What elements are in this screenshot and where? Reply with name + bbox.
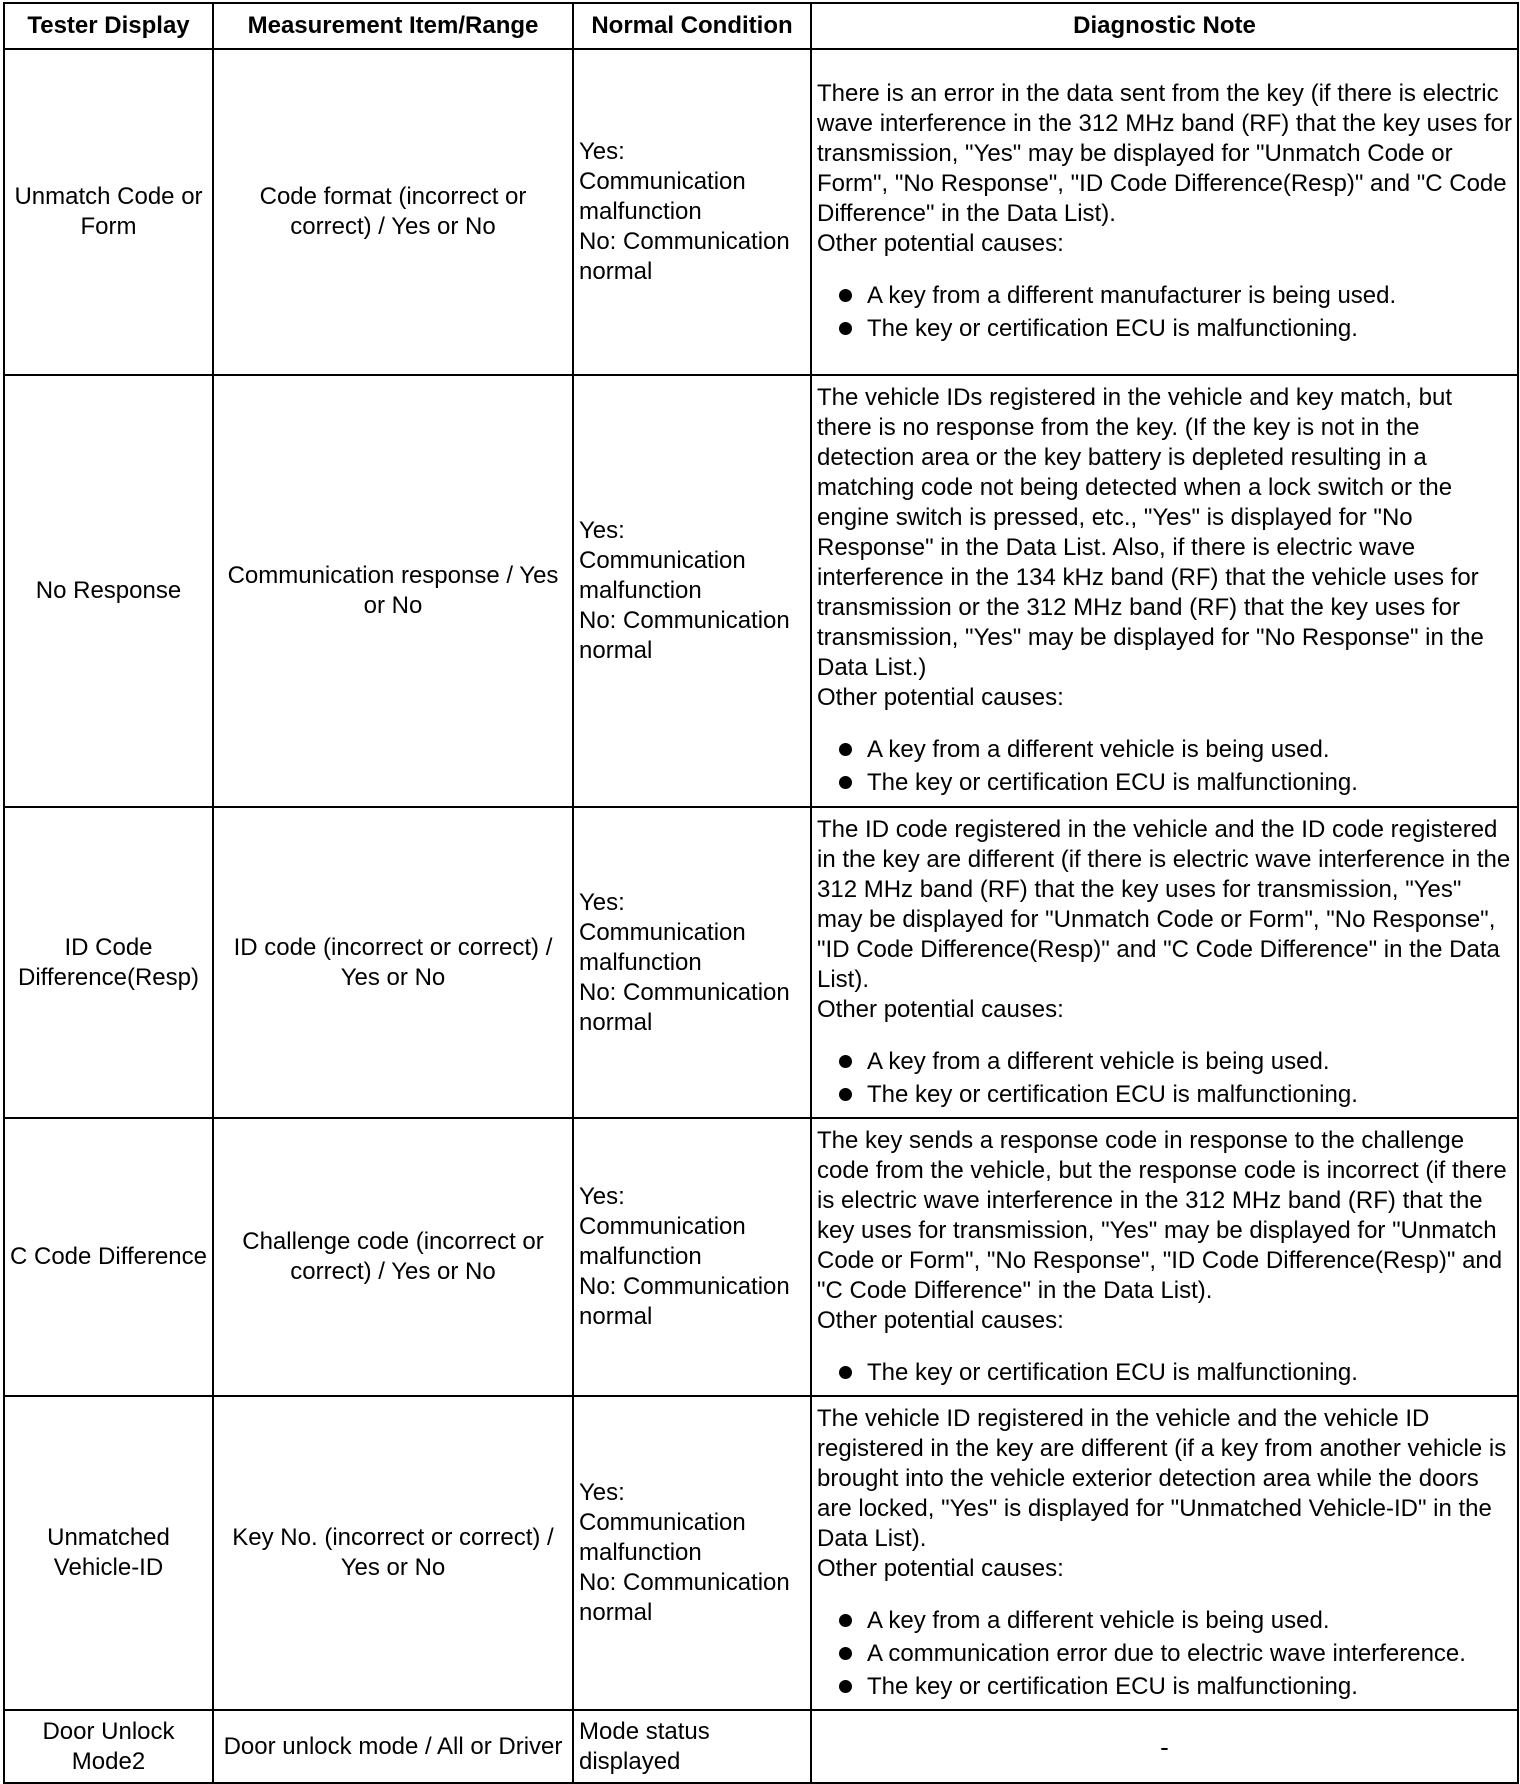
- cause-text: A key from a different vehicle is being used.: [867, 1606, 1330, 1634]
- header-row: [4, 3, 1518, 49]
- normal-line: No: Communication: [579, 1569, 790, 1596]
- diagnostic-note-cell: [811, 1118, 1518, 1396]
- list-item: [837, 766, 1512, 799]
- normal-line: Yes:: [579, 517, 625, 544]
- cause-text: A communication error due to electric wave interference.: [867, 1639, 1466, 1667]
- normal-condition-cell: [573, 807, 811, 1118]
- cause-text: A key from a different manufacturer is being used.: [867, 282, 1397, 309]
- normal-line: No: Communication: [579, 978, 790, 1006]
- bullet-icon: [839, 1088, 852, 1101]
- list-item: [837, 1045, 1512, 1078]
- bullet-icon: [839, 289, 852, 302]
- normal-line: Communication: [579, 547, 746, 574]
- diagnostic-note-cell: -: [811, 1710, 1518, 1783]
- tester-display-cell: Unmatched Vehicle-ID: [4, 1396, 213, 1710]
- measurement-cell: Code format (incorrect or correct) / Yes or No: [213, 49, 573, 375]
- normal-condition-cell: [573, 1710, 811, 1783]
- bullet-icon: [839, 743, 852, 756]
- tester-display-cell: Unmatch Code or Form: [4, 49, 213, 375]
- diagnostic-table-container: [3, 2, 1517, 1784]
- table-row: [4, 375, 1518, 807]
- causes-label: Other potential causes:: [817, 995, 1064, 1023]
- cause-list: [817, 1356, 1512, 1389]
- note-text: The key sends a response code in response to the challenge code from the vehicle, but the response code is incorrect (if there is electric wave interference in the 312 MHz band (RF) that the key uses for transmission, "Yes" may be displayed for "Unmatch Code or Form", "No Response", "ID Code Difference(Resp)" and "C Code Difference" in the Data List).: [817, 1126, 1507, 1304]
- note-text: The ID code registered in the vehicle and the ID code registered in the key are different (if there is electric wave interference in the 312 MHz band (RF) that the key uses for transmission, "Yes" may be displayed for "Unmatch Code or Form", "No Response", "ID Code Difference(Resp)" and "C Code Difference" in the Data List).: [817, 815, 1511, 993]
- cause-list: [817, 733, 1512, 799]
- list-item: [837, 1604, 1512, 1637]
- causes-label: Other potential causes:: [817, 1554, 1064, 1582]
- bullet-icon: [839, 1680, 852, 1693]
- measurement-cell: Challenge code (incorrect or correct) / Yes or No: [213, 1118, 573, 1396]
- normal-condition-cell: [573, 375, 811, 807]
- tester-display-cell: No Response: [4, 375, 213, 807]
- list-item: [837, 1670, 1512, 1703]
- normal-line: malfunction: [579, 577, 702, 604]
- diagnostic-table: [3, 2, 1519, 1784]
- list-item: [837, 1637, 1512, 1670]
- normal-line: Communication: [579, 1509, 746, 1536]
- measurement-cell: Communication response / Yes or No: [213, 375, 573, 807]
- measurement-cell: Key No. (incorrect or correct) / Yes or No: [213, 1396, 573, 1710]
- list-item: [837, 279, 1512, 312]
- normal-line: normal: [579, 1008, 653, 1036]
- bullet-icon: [839, 776, 852, 789]
- table-row: [4, 49, 1518, 375]
- cause-text: A key from a different vehicle is being used.: [867, 736, 1330, 763]
- list-item: [837, 1078, 1512, 1111]
- note-text: The vehicle ID registered in the vehicle and the vehicle ID registered in the key are different (if a key from another vehicle is brought into the vehicle exterior detection area while the doors are locked, "Yes" is displayed for "Unmatched Vehicle-ID" in the Data List).: [817, 1404, 1507, 1552]
- table-row: [4, 1396, 1518, 1710]
- cause-list: [817, 279, 1512, 345]
- note-text: There is an error in the data sent from the key (if there is electric wave interference in the 312 MHz band (RF) that the key uses for transmission, "Yes" may be displayed for "Unmatch Code or Form", "No Response", "ID Code Difference(Resp)" and "C Code Difference" in the Data List).: [817, 80, 1513, 227]
- cause-text: A key from a different vehicle is being used.: [867, 1047, 1330, 1075]
- header-diagnostic-note: Diagnostic Note: [811, 3, 1518, 49]
- normal-line: No: Communication: [579, 607, 790, 634]
- bullet-icon: [839, 322, 852, 335]
- normal-line: malfunction: [579, 1539, 702, 1566]
- cause-list: [817, 1604, 1512, 1703]
- normal-line: normal: [579, 1303, 653, 1330]
- diagnostic-note-cell: [811, 49, 1518, 375]
- header-tester-display: Tester Display: [4, 3, 213, 49]
- causes-label: Other potential causes:: [817, 230, 1064, 257]
- normal-line: Communication: [579, 918, 746, 946]
- cause-list: [817, 1045, 1512, 1111]
- measurement-cell: Door unlock mode / All or Driver: [213, 1710, 573, 1783]
- causes-label: Other potential causes:: [817, 684, 1064, 711]
- table-row: [4, 1118, 1518, 1396]
- header-normal-condition: Normal Condition: [573, 3, 811, 49]
- diagnostic-note-cell: [811, 1396, 1518, 1710]
- cause-text: The key or certification ECU is malfunctioning.: [867, 315, 1358, 342]
- cause-text: The key or certification ECU is malfunctioning.: [867, 1358, 1358, 1386]
- tester-display-cell: C Code Difference: [4, 1118, 213, 1396]
- normal-line: No: Communication: [579, 228, 790, 255]
- list-item: [837, 733, 1512, 766]
- normal-line: normal: [579, 258, 653, 285]
- cause-text: The key or certification ECU is malfunctioning.: [867, 769, 1358, 796]
- list-item: [837, 1356, 1512, 1389]
- normal-line: normal: [579, 1599, 653, 1626]
- tester-display-cell: Door Unlock Mode2: [4, 1710, 213, 1783]
- normal-line: Yes:: [579, 888, 625, 916]
- diagnostic-note-cell: [811, 375, 1518, 807]
- normal-line: displayed: [579, 1747, 681, 1775]
- measurement-cell: ID code (incorrect or correct) / Yes or No: [213, 807, 573, 1118]
- bullet-icon: [839, 1647, 852, 1660]
- bullet-icon: [839, 1055, 852, 1068]
- bullet-icon: [839, 1614, 852, 1627]
- normal-line: Mode status: [579, 1717, 710, 1745]
- normal-line: Communication: [579, 1213, 746, 1240]
- normal-line: malfunction: [579, 1243, 702, 1270]
- table-row: [4, 1710, 1518, 1783]
- normal-line: malfunction: [579, 948, 702, 976]
- cause-text: The key or certification ECU is malfunctioning.: [867, 1080, 1358, 1108]
- tester-display-cell: ID Code Difference(Resp): [4, 807, 213, 1118]
- normal-line: Yes:: [579, 1479, 625, 1506]
- causes-label: Other potential causes:: [817, 1306, 1064, 1334]
- normal-condition-cell: [573, 49, 811, 375]
- list-item: [837, 312, 1512, 345]
- table-row: [4, 807, 1518, 1118]
- normal-line: No: Communication: [579, 1273, 790, 1300]
- normal-line: normal: [579, 637, 653, 664]
- normal-line: Yes:: [579, 138, 625, 165]
- normal-condition-cell: [573, 1118, 811, 1396]
- normal-condition-cell: [573, 1396, 811, 1710]
- bullet-icon: [839, 1366, 852, 1379]
- diagnostic-note-cell: [811, 807, 1518, 1118]
- note-text: The vehicle IDs registered in the vehicle and key match, but there is no response from the key. (If the key is not in the detection area or the key battery is depleted resulting in a matching code not being detected when a lock switch or the engine switch is pressed, etc., "Yes" is displayed for "No Response" in the Data List. Also, if there is electric wave interference in the 134 kHz band (RF) that the vehicle uses for transmission or the 312 MHz band (RF) that the key uses for transmission, "Yes" may be displayed for "No Response" in the Data List.): [817, 384, 1484, 681]
- normal-line: malfunction: [579, 198, 702, 225]
- cause-text: The key or certification ECU is malfunctioning.: [867, 1672, 1358, 1700]
- normal-line: Communication: [579, 168, 746, 195]
- normal-line: Yes:: [579, 1183, 625, 1210]
- header-measurement: Measurement Item/Range: [213, 3, 573, 49]
